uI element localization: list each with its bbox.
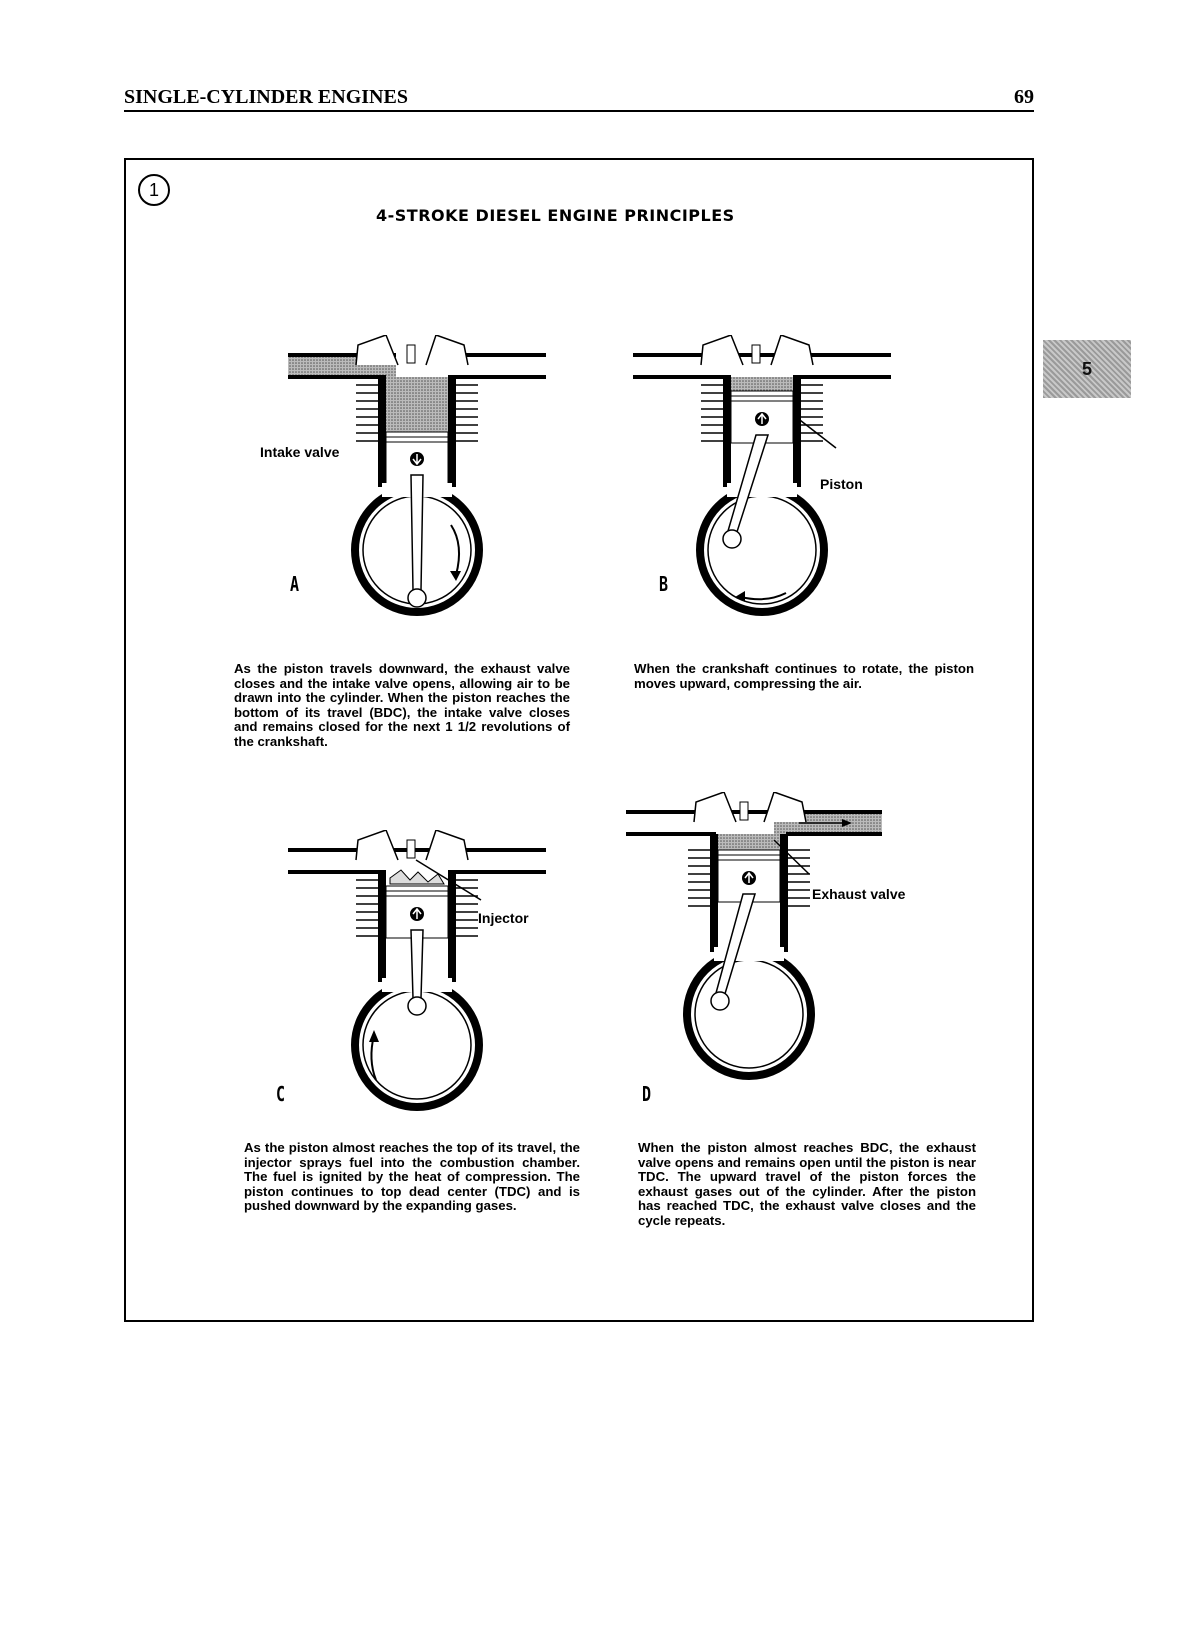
exhaust-stroke-illustration — [624, 792, 894, 1082]
figure-frame — [124, 158, 1034, 1322]
callout-injector: Injector — [478, 910, 529, 926]
running-head — [124, 86, 1034, 112]
caption-c: As the piston almost reaches the top of its travel, the injector sprays fuel into the combustion chamber. The fuel is ignited by the heat of compression. The piston continues to top dead center (TDC) and is pushed downward by the expanding gases. — [244, 1140, 580, 1214]
chapter-title: SINGLE-CYLINDER ENGINES — [124, 86, 408, 108]
panel-letter-b: B — [659, 572, 669, 596]
callout-exhaust-valve: Exhaust valve — [812, 886, 906, 902]
engine-diagram-a — [286, 335, 556, 625]
power-stroke-illustration — [286, 830, 556, 1120]
page-number: 69 — [1014, 86, 1034, 108]
callout-piston: Piston — [820, 476, 863, 492]
caption-d: When the piston almost reaches BDC, the exhaust valve opens and remains open until the piston is near TDC. The upward travel of the piston forces the exhaust gases out of the cylinder. After the piston has reached TDC, the exhaust valve closes and the cycle repeats. — [638, 1140, 976, 1228]
caption-b: When the crankshaft continues to rotate, the piston moves upward, compressing the air. — [634, 661, 974, 691]
chapter-thumb-tab — [1043, 340, 1131, 398]
panel-letter-d: D — [642, 1082, 652, 1106]
panel-letter-c: C — [276, 1082, 286, 1106]
engine-diagram-c — [286, 830, 556, 1120]
engine-diagram-d — [624, 792, 894, 1082]
figure-title: 4-STROKE DIESEL ENGINE PRINCIPLES — [376, 206, 735, 225]
panel-letter-a: A — [290, 572, 300, 596]
figure-number: 1 — [148, 179, 159, 200]
figure-number-badge — [138, 174, 170, 206]
thumb-tab-label: 5 — [1081, 358, 1092, 379]
callout-intake-valve: Intake valve — [260, 444, 340, 460]
intake-stroke-illustration — [286, 335, 556, 625]
caption-a: As the piston travels downward, the exhaust valve closes and the intake valve opens, allowing air to be drawn into the cylinder. When the piston reaches the bottom of its travel (BDC), the intake valve closes and remains closed for the next 1 1/2 revolutions of the crankshaft. — [234, 661, 570, 749]
